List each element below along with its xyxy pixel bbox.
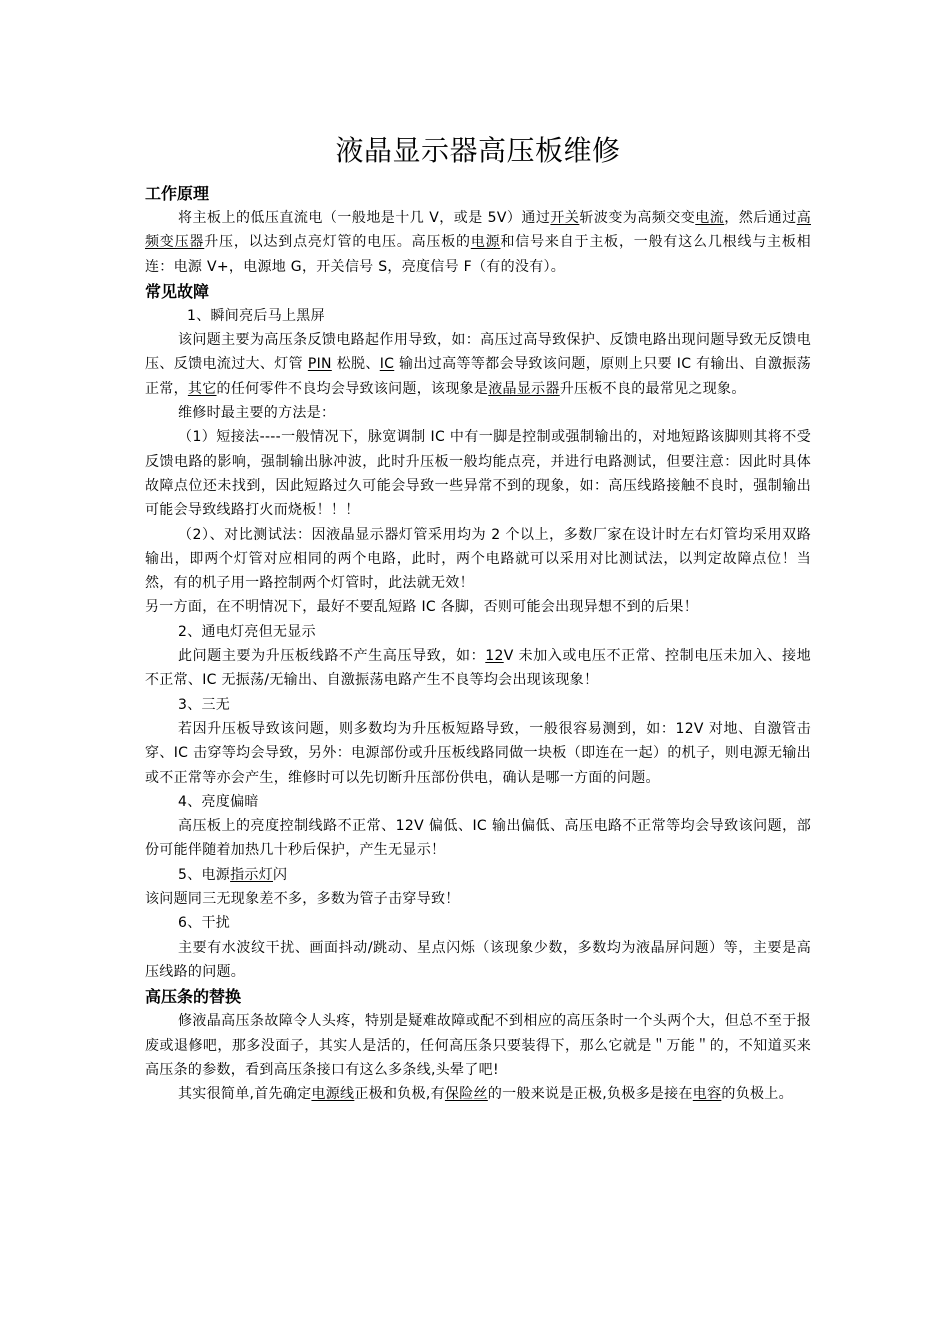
fault-2-title: 2、通电灯亮但无显示: [178, 623, 316, 640]
link-fuse[interactable]: 保险丝: [444, 1086, 488, 1103]
repair-method-intro: 维修时最主要的方法是：: [178, 405, 336, 422]
section-heading-replace: 高压条的替换: [145, 987, 242, 1007]
link-power[interactable]: 电源: [470, 234, 501, 251]
fault-3-paragraph: 若因升压板导致该问题，则多数均为升压板短路导致，一般很容易测到，如：12V 对地、自激管击穿、IC 击穿等均会导致，另外：电源部份或升压板线路同做一块板（即连在一起）的机子，则电源无输出或不正常等亦会产生，维修时可以先切断升压部份供电，确认是哪一方面的问题。: [145, 720, 811, 786]
section-heading-principle: 工作原理: [145, 184, 210, 203]
fault-5-paragraph: 该问题同三无现象差不多，多数为管子击穿导致！: [145, 891, 460, 908]
link-lcd-monitor[interactable]: 液晶显示器: [488, 380, 560, 397]
page-title: 液晶显示器高压板维修: [335, 134, 621, 167]
fault-3-title: 3、三无: [178, 696, 231, 713]
fault-1-title: 1、瞬间亮后马上黑屏: [187, 307, 325, 324]
repair-warning: 另一方面，在不明情况下，最好不要乱短路 IC 各脚，否则可能会出现异想不到的后果！: [145, 599, 699, 616]
link-current[interactable]: 电流: [695, 210, 725, 226]
link-switch[interactable]: 开关: [550, 210, 580, 226]
link-pin[interactable]: PIN: [307, 356, 332, 373]
repair-method-short: （1）短接法----一般情况下，脉宽调制 IC 中有一脚是控制或强制输出的，对地短路该脚则其将不受反馈电路的影响，强制输出脉冲波，此时升压板一般均能点亮，并进行电路测试，但要注意：因此时具体故障点位还未找到，因此短路过久可能会导致一些异常不到的现象，如：高压线路接触不良时，强制输出可能会导致线路打火而烧板！！！: [145, 429, 811, 519]
replace-paragraph-2: 其实很简单,首先确定电源线正极和负极,有保险丝的一般来说是正极,负极多是接在电容的负极上。: [178, 1086, 793, 1103]
fault-5-title: 5、电源指示灯闪: [178, 866, 288, 883]
link-indicator-light[interactable]: 指示灯: [230, 866, 274, 883]
link-hf-transformer[interactable]: 高频变压器: [145, 210, 811, 251]
fault-6-paragraph: 主要有水波纹干扰、画面抖动/跳动、星点闪烁（该现象少数，多数均为液晶屏问题）等，主要是高压线路的问题。: [145, 939, 811, 980]
link-other[interactable]: 其它: [187, 380, 217, 397]
replace-paragraph-1: 修液晶高压条故障令人头疼，特别是疑难故障或配不到相应的高压条时一个头两个大，但总不至于报废或退修吧，那多没面子，其实人是活的，任何高压条只要装得下，那么它就是＂万能＂的，不知道买来高压条的参数，看到高压条接口有这么多条线,头晕了吧!: [145, 1013, 811, 1078]
repair-method-compare: （2）、对比测试法：因液晶显示器灯管采用均为 2 个以上，多数厂家在设计时左右灯管均采用双路输出，即两个灯管对应相同的两个电路，此时，两个电路就可以采用对比测试法，以判定故障点位！当然，有的机子用一路控制两个灯管时，此法就无效！: [145, 526, 811, 592]
document-body: [145, 131, 811, 1106]
principle-paragraph: 将主板上的低压直流电（一般地是十几 V，或是 5V）通过开关斩波变为高频交变电流，然后通过高频变压器升压，以达到点亮灯管的电压。高压板的电源和信号来自于主板，一般有这么几根线与主板相连：电源 V+，电源地 G，开关信号 S，亮度信号 F（有的没有）。: [145, 210, 811, 275]
link-ic[interactable]: IC: [379, 356, 395, 373]
link-capacitor[interactable]: 电容: [692, 1086, 722, 1103]
link-12v[interactable]: 12: [485, 648, 504, 665]
fault-4-paragraph: 高压板上的亮度控制线路不正常、12V 偏低、IC 输出偏低、高压电路不正常等均会导致该问题，部份可能伴随着加热几十秒后保护，产生无显示！: [145, 818, 811, 859]
fault-4-title: 4、亮度偏暗: [178, 793, 259, 810]
fault-6-title: 6、干扰: [178, 915, 231, 932]
link-power-cord[interactable]: 电源线: [311, 1086, 355, 1103]
fault-1-paragraph: 该问题主要为高压条反馈电路起作用导致，如：高压过高导致保护、反馈电路出现问题导致无反馈电压、反馈电流过大、灯管 PIN 松脱、IC 输出过高等等都会导致该问题，原则上只要 IC 有输出、自激振荡正常，其它的任何零件不良均会导致该问题，该现象是液晶显示器升压板不良的最常见之现象。: [145, 332, 811, 397]
fault-2-paragraph: 此问题主要为升压板线路不产生高压导致，如：12V 未加入或电压不正常、控制电压未加入、接地不正常、IC 无振荡/无输出、自激振荡电路产生不良等均会出现该现象！: [145, 648, 811, 689]
section-heading-faults: 常见故障: [145, 281, 210, 301]
